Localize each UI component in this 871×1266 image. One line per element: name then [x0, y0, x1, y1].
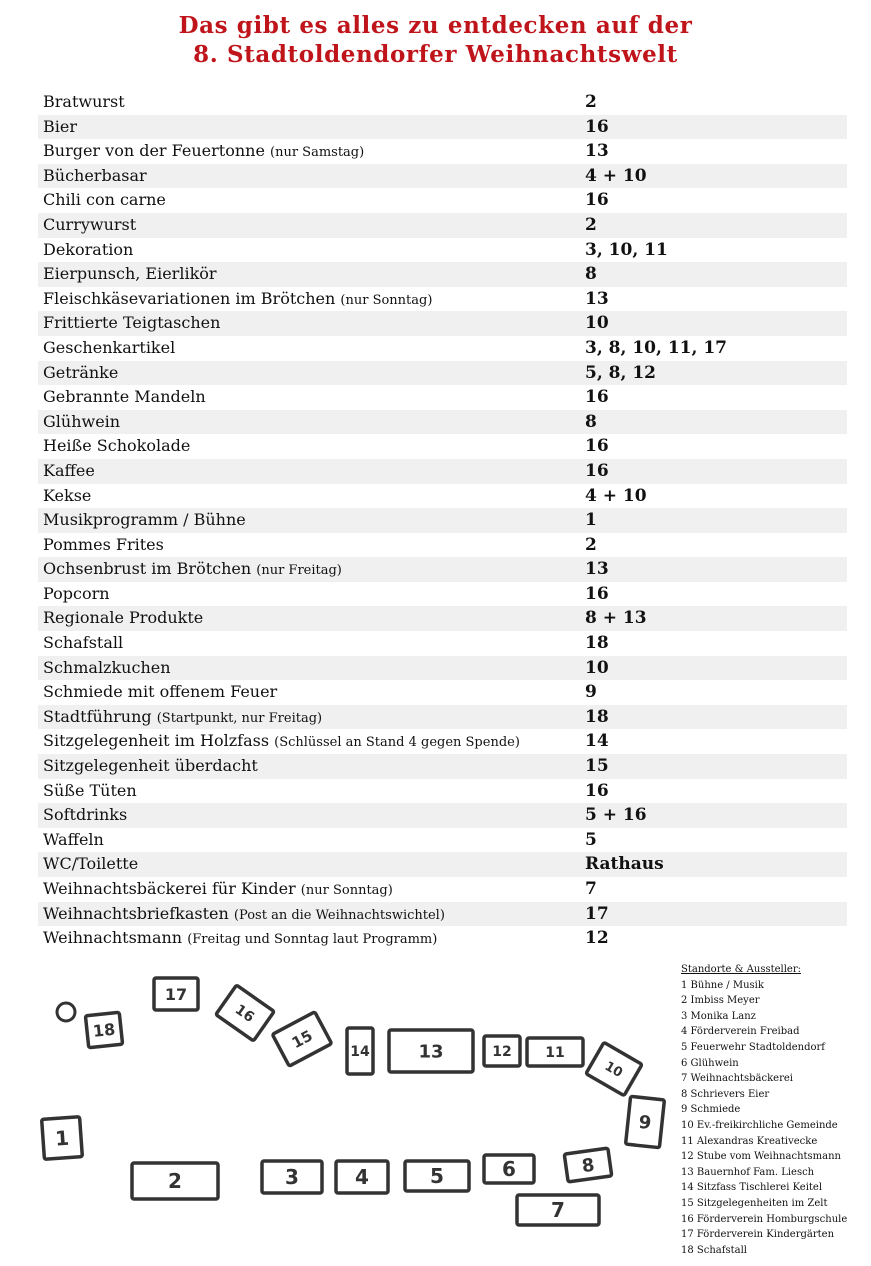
map-stand-number: 10 — [601, 1059, 625, 1082]
stand-number: 3, 8, 10, 11, 17 — [585, 337, 727, 358]
offer-item — [43, 779, 137, 804]
offer-item — [43, 434, 190, 459]
offer-name: Weihnachtsmann — [43, 928, 183, 948]
table-row — [38, 188, 847, 213]
offer-name: Fleischkäsevariationen im Brötchen — [43, 288, 336, 308]
table-row — [38, 582, 847, 607]
offer-item — [43, 926, 437, 953]
legend-item: 1 Bühne / Musik — [681, 979, 764, 991]
offer-name: Schafstall — [43, 633, 124, 653]
map-stand-number: 1 — [54, 1125, 70, 1151]
legend-item: 6 Glühwein — [681, 1057, 739, 1069]
map-stand — [262, 1161, 322, 1193]
offer-note: (nur Sonntag) — [340, 292, 433, 308]
table-row — [38, 262, 847, 287]
offer-name: Pommes Frites — [43, 534, 164, 554]
legend-item: 15 Sitzgelegenheiten im Zelt — [681, 1197, 828, 1209]
stand-number: 18 — [585, 633, 609, 654]
offer-item — [43, 803, 127, 828]
legend-item: 10 Ev.-freikirchliche Gemeinde — [681, 1119, 838, 1131]
stand-number: 16 — [585, 583, 609, 604]
offer-name: Eierpunsch, Eierlikör — [43, 264, 217, 284]
stand-number: 8 — [585, 411, 597, 432]
table-row — [38, 877, 847, 902]
map-stand — [517, 1195, 599, 1225]
stand-number: 9 — [585, 682, 597, 703]
offer-note: (nur Freitag) — [256, 563, 342, 579]
stand-number: 5 + 16 — [585, 805, 647, 826]
stand-number: 13 — [585, 141, 609, 162]
offer-item — [43, 582, 110, 607]
table-row — [38, 828, 847, 853]
offer-item — [43, 361, 118, 386]
table-row — [38, 139, 847, 164]
offer-name: Sitzgelegenheit im Holzfass — [43, 731, 270, 751]
offer-name: Schmalzkuchen — [43, 657, 171, 677]
offer-item — [43, 115, 77, 140]
stand-number: 18 — [585, 706, 609, 727]
table-row — [38, 705, 847, 730]
offer-item — [43, 705, 322, 732]
map-stand-number: 12 — [492, 1044, 512, 1061]
offer-item — [43, 484, 91, 509]
table-row — [38, 852, 847, 877]
stand-number: 16 — [585, 780, 609, 801]
table-row — [38, 557, 847, 582]
offer-item — [43, 680, 277, 705]
stand-number: 5 — [585, 829, 597, 850]
table-row — [38, 779, 847, 804]
offer-name: Bratwurst — [43, 92, 125, 111]
map-stand — [626, 1096, 665, 1147]
map-stand-number: 13 — [418, 1041, 444, 1063]
table-row — [38, 754, 847, 779]
map-stand-number: 9 — [637, 1111, 653, 1135]
map-stand — [336, 1161, 388, 1193]
offer-item — [43, 213, 136, 238]
map-stand-number: 4 — [355, 1165, 369, 1190]
map-stand-number: 3 — [285, 1165, 299, 1190]
table-row — [38, 238, 847, 263]
legend-item: 18 Schafstall — [681, 1244, 747, 1256]
map-stand-number: 7 — [551, 1198, 565, 1223]
offer-name: Softdrinks — [43, 805, 128, 825]
table-row — [38, 213, 847, 238]
table-row — [38, 336, 847, 361]
stand-number: 5, 8, 12 — [585, 362, 656, 383]
table-row — [38, 631, 847, 656]
map-stand — [272, 1012, 331, 1066]
legend-item: 8 Schrievers Eier — [681, 1088, 770, 1100]
stand-number: 16 — [585, 387, 609, 408]
map-stand-number: 5 — [430, 1164, 444, 1189]
offer-item — [43, 139, 364, 166]
stand-number: 14 — [585, 731, 609, 752]
stand-number: 2 — [585, 92, 597, 112]
stand-number: 13 — [585, 559, 609, 580]
stand-number: 16 — [585, 190, 609, 211]
stand-number: 8 + 13 — [585, 608, 647, 629]
map-circle-marker — [57, 1003, 75, 1021]
offer-name: Dekoration — [43, 239, 134, 259]
table-row — [38, 410, 847, 435]
offer-item — [43, 754, 258, 779]
offer-item — [43, 852, 138, 877]
offer-name: Chili con carne — [43, 190, 166, 210]
stand-number: 10 — [585, 313, 609, 334]
table-row — [38, 115, 847, 140]
map-stand-number: 8 — [580, 1154, 596, 1178]
stand-number: 16 — [585, 460, 609, 481]
offer-name: Bier — [43, 116, 77, 136]
table-row — [38, 803, 847, 828]
table-row — [38, 606, 847, 631]
stand-number: 16 — [585, 436, 609, 457]
page-title-line-2: 8. Stadtoldendorfer Weihnachtswelt — [193, 41, 678, 68]
table-row — [38, 729, 847, 754]
map-stand — [586, 1042, 642, 1095]
map-stand-number: 14 — [350, 1044, 370, 1061]
stand-number: 2 — [585, 214, 597, 235]
map-stand — [484, 1155, 534, 1183]
stand-number: Rathaus — [585, 854, 664, 875]
offer-item — [43, 188, 166, 213]
table-row — [38, 926, 847, 951]
table-row — [38, 164, 847, 189]
offer-item — [43, 311, 220, 336]
table-row — [38, 680, 847, 705]
offer-item — [43, 90, 125, 115]
offer-name: Kaffee — [43, 460, 95, 480]
stand-number: 7 — [585, 879, 597, 899]
offer-name: Weihnachtsbriefkasten — [43, 903, 229, 923]
offer-note: (Post an die Weihnachtswichtel) — [233, 907, 445, 923]
map-stand — [216, 985, 274, 1041]
stand-number: 16 — [585, 116, 609, 137]
offer-name: Getränke — [43, 362, 119, 382]
offer-item — [43, 262, 217, 287]
offer-item — [43, 238, 133, 263]
offer-item — [43, 877, 393, 904]
offer-item — [43, 336, 175, 361]
legend-item: 17 Förderverein Kindergärten — [681, 1229, 835, 1241]
offer-item — [43, 385, 206, 410]
offer-name: Heiße Schokolade — [43, 436, 191, 456]
legend-item: 9 Schmiede — [681, 1104, 741, 1116]
stand-number: 8 — [585, 264, 597, 285]
legend-item: 11 Alexandras Kreativecke — [681, 1135, 818, 1147]
offer-name: Kekse — [43, 485, 92, 505]
table-row — [38, 484, 847, 509]
map-stand — [85, 1012, 122, 1047]
map-stand — [347, 1028, 373, 1074]
legend-item: 12 Stube vom Weihnachtsmann — [681, 1151, 841, 1163]
offer-name: Süße Tüten — [43, 780, 137, 800]
legend-item: 13 Bauernhof Fam. Liesch — [681, 1166, 815, 1178]
legend-item: 5 Feuerwehr Stadtoldendorf — [681, 1041, 825, 1053]
stand-number: 4 + 10 — [585, 485, 647, 506]
table-row — [38, 902, 847, 927]
offer-name: Glühwein — [43, 411, 121, 431]
map-stand-number: 16 — [231, 1001, 257, 1026]
offer-name: Sitzgelegenheit überdacht — [43, 756, 258, 776]
map-stand-number: 15 — [288, 1026, 316, 1053]
table-row — [38, 385, 847, 410]
map-stand — [484, 1036, 520, 1066]
offer-name: Schmiede mit offenem Feuer — [43, 682, 278, 702]
offer-item — [43, 656, 171, 681]
stand-number: 15 — [585, 756, 609, 777]
map-stand — [42, 1117, 83, 1160]
offer-note: (Startpunkt, nur Freitag) — [156, 710, 323, 726]
legend-item: 2 Imbiss Meyer — [681, 995, 760, 1007]
stand-number: 12 — [585, 928, 609, 949]
map-stand — [389, 1030, 473, 1072]
map-stand — [132, 1163, 218, 1199]
offer-name: Waffeln — [43, 829, 104, 849]
map-stand-number: 2 — [168, 1169, 182, 1194]
offer-name: Weihnachtsbäckerei für Kinder — [43, 879, 296, 898]
offer-note: (Schlüssel an Stand 4 gegen Spende) — [274, 735, 520, 751]
offer-item — [43, 533, 164, 558]
offer-table — [38, 90, 847, 951]
table-row — [38, 508, 847, 533]
offer-item — [43, 410, 120, 435]
offer-name: Stadtführung — [43, 706, 152, 726]
site-map — [0, 955, 680, 1260]
offer-note: (nur Samstag) — [270, 145, 365, 161]
offer-name: Frittierte Teigtaschen — [43, 313, 221, 333]
map-stand-number: 11 — [545, 1045, 565, 1062]
stand-number: 2 — [585, 534, 597, 555]
offer-item — [43, 606, 203, 631]
offer-name: Gebrannte Mandeln — [43, 387, 206, 407]
legend-title: Standorte & Aussteller: — [681, 964, 801, 975]
offer-name: Ochsenbrust im Brötchen — [43, 559, 252, 579]
offer-item — [43, 164, 147, 189]
offer-name: Burger von der Feuertonne — [43, 141, 265, 161]
map-stand — [564, 1148, 611, 1182]
offer-name: Musikprogramm / Bühne — [43, 510, 246, 530]
offer-item — [43, 508, 246, 533]
map-stand — [527, 1038, 583, 1066]
stand-number: 10 — [585, 657, 609, 678]
offer-name: Popcorn — [43, 583, 110, 603]
offer-name: Bücherbasar — [43, 165, 147, 185]
offer-item — [43, 459, 95, 484]
table-row — [38, 311, 847, 336]
legend — [681, 962, 847, 1258]
map-stand-number: 18 — [91, 1019, 117, 1041]
table-row — [38, 434, 847, 459]
offer-item — [43, 557, 342, 584]
page-title-line-1: Das gibt es alles zu entdecken auf der — [178, 12, 693, 39]
legend-item: 3 Monika Lanz — [681, 1010, 756, 1022]
table-row — [38, 459, 847, 484]
offer-name: Currywurst — [43, 214, 137, 234]
table-row — [38, 533, 847, 558]
stand-number: 3, 10, 11 — [585, 239, 668, 260]
stand-number: 1 — [585, 510, 597, 531]
offer-note: (Freitag und Sonntag laut Programm) — [187, 932, 438, 948]
map-stand-number: 17 — [164, 984, 188, 1004]
legend-item: 4 Förderverein Freibad — [681, 1026, 800, 1038]
table-row — [38, 287, 847, 312]
offer-name: Geschenkartikel — [43, 337, 176, 357]
stand-number: 13 — [585, 288, 609, 309]
offer-item — [43, 902, 445, 929]
map-stand — [154, 978, 198, 1010]
stand-number: 17 — [585, 903, 609, 924]
map-stand — [405, 1161, 469, 1191]
offer-item — [43, 828, 104, 853]
table-row — [38, 656, 847, 681]
legend-item: 7 Weihnachtsbäckerei — [681, 1073, 793, 1085]
offer-name: WC/Toilette — [43, 854, 139, 874]
map-stand-number: 6 — [502, 1157, 516, 1182]
offer-item — [43, 631, 123, 656]
offer-item — [43, 729, 520, 756]
offer-item — [43, 287, 432, 314]
legend-item: 16 Förderverein Homburgschule — [681, 1213, 848, 1225]
legend-item: 14 Sitzfass Tischlerei Keitel — [681, 1182, 823, 1194]
offer-note: (nur Sonntag) — [300, 883, 393, 898]
stand-number: 4 + 10 — [585, 165, 647, 186]
table-row — [38, 361, 847, 386]
table-row — [38, 90, 847, 115]
offer-name: Regionale Produkte — [43, 608, 204, 628]
